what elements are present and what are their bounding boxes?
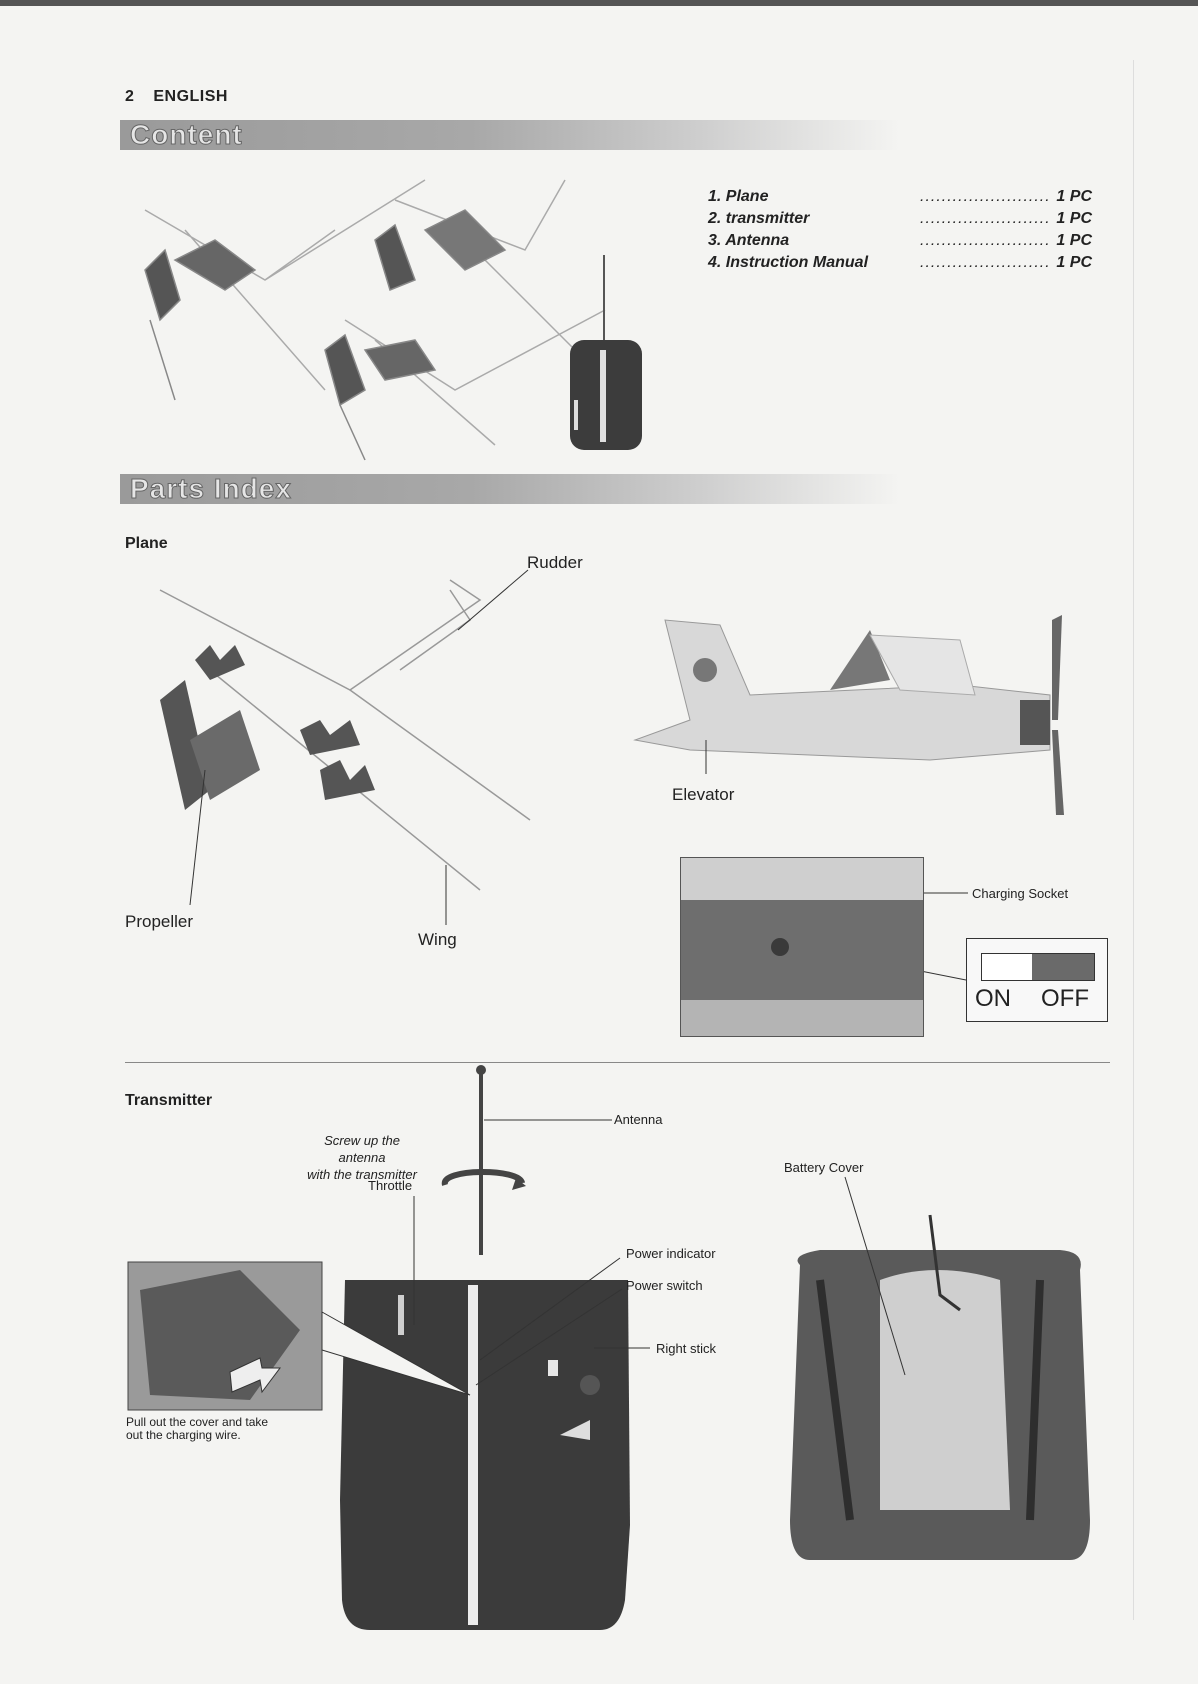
elevator-label: Elevator [672, 785, 735, 804]
transmitter-heading: Transmitter [125, 1092, 213, 1109]
pull-note-line1: Pull out the cover and take [126, 1415, 269, 1429]
list-item: 2. transmitter ........................ 1 PC [708, 210, 1092, 227]
switch-on-label: ON [975, 985, 1011, 1012]
right-stick-label: Right stick [656, 1341, 716, 1356]
parts-section-title: Parts Index [130, 473, 292, 504]
propeller-label: Propeller [125, 912, 194, 931]
content-section-title: Content [130, 119, 243, 150]
antenna-label: Antenna [614, 1112, 663, 1127]
pull-cover-note [126, 1416, 268, 1442]
wing-label: Wing [418, 930, 457, 949]
screw-antenna-note [302, 1132, 422, 1183]
power-switch-label: Power switch [626, 1278, 703, 1293]
page-language: ENGLISH [153, 88, 228, 105]
list-item: 1. Plane ........................ 1 PC [708, 188, 1092, 205]
plane-heading: Plane [125, 535, 168, 552]
page-number: 2 [125, 88, 135, 105]
switch-off-label: OFF [1041, 985, 1089, 1012]
list-item: 4. Instruction Manual ........................ 1 PC [708, 254, 1092, 271]
battery-cover-label: Battery Cover [784, 1160, 864, 1175]
throttle-label: Throttle [368, 1178, 413, 1193]
power-indicator-label: Power indicator [626, 1246, 716, 1261]
charging-socket-label: Charging Socket [972, 886, 1069, 901]
rudder-label: Rudder [527, 553, 583, 572]
pull-note-line2: out the charging wire. [126, 1428, 241, 1442]
list-item: 3. Antenna ........................ 1 PC [708, 232, 1092, 249]
screw-note-line2: with the transmitter [307, 1167, 417, 1182]
screw-note-line1: Screw up the antenna [324, 1133, 400, 1165]
